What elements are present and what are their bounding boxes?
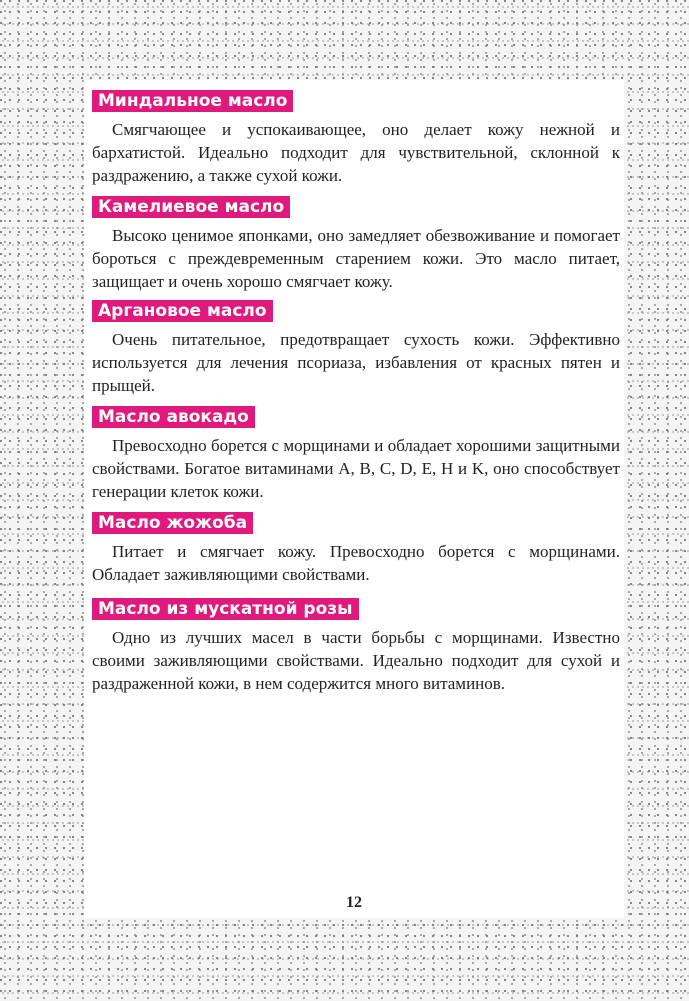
section-heading: Масло жожоба (92, 512, 253, 534)
section-heading: Аргановое масло (92, 300, 273, 322)
section-argan-oil (92, 300, 620, 397)
section-almond-oil (92, 90, 620, 187)
section-heading: Миндальное масло (92, 90, 293, 112)
section-rosehip-oil (92, 598, 620, 695)
section-heading: Масло из мускатной розы (92, 598, 359, 620)
page-number: 12 (346, 894, 362, 911)
section-text: Одно из лучших масел в части борьбы с морщинами. Известно своими заживляющими свойствами. Идеально подходит для сухой и раздраженной кожи, в нем содержится много витаминов. (92, 628, 620, 693)
section-text: Питает и смягчает кожу. Превосходно борется с морщинами. Обладает заживляющими свойствами. (92, 542, 620, 584)
section-heading: Масло авокадо (92, 406, 255, 428)
section-avocado-oil (92, 406, 620, 503)
section-text: Высоко ценимое японками, оно замедляет обезвоживание и помогает бороться с преждевременным старением кожи. Это масло питает, защищает и очень хорошо смягчает кожу. (92, 226, 620, 291)
section-jojoba-oil (92, 512, 620, 586)
section-camellia-oil (92, 196, 620, 293)
page (84, 80, 624, 918)
section-heading: Камелиевое масло (92, 196, 290, 218)
section-text: Смягчающее и успокаивающее, оно делает кожу нежной и бархатистой. Идеально подходит для чувствительной, склонной к раздражению, а также сухой кожи. (92, 120, 620, 185)
section-text: Превосходно борется с морщинами и обладает хорошими защитными свойствами. Богатое витаминами A, B, C, D, E, H и K, оно способствует генерации клеток кожи. (92, 436, 620, 501)
section-text: Очень питательное, предотвращает сухость кожи. Эффективно используется для лечения псориаза, избавления от красных пятен и прыщей. (92, 330, 620, 395)
